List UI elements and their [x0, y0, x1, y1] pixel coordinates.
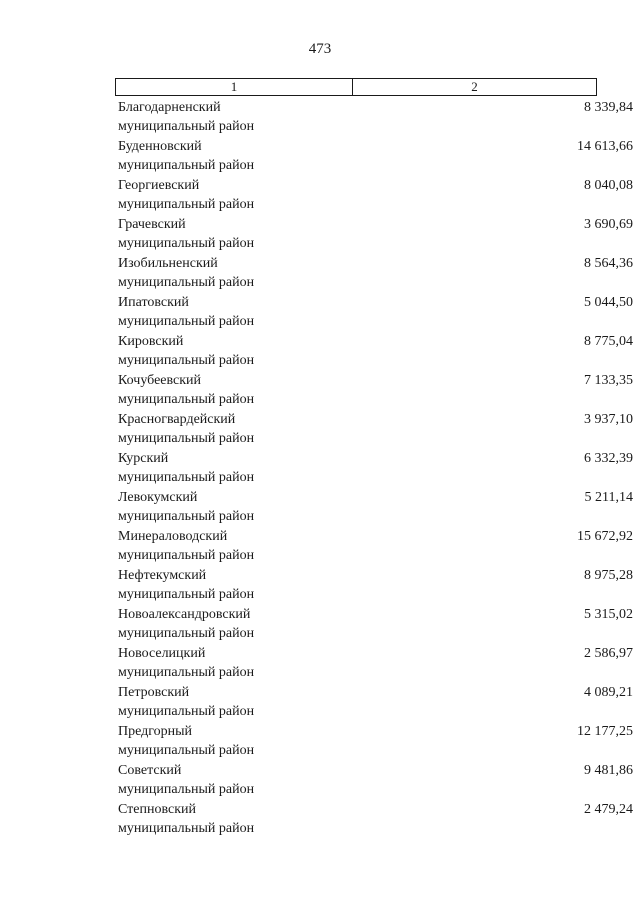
table-row — [118, 371, 633, 410]
district-name-cell — [118, 98, 358, 136]
amount-value: 7 133,35 — [584, 373, 633, 388]
district-type: муниципальный район — [118, 236, 255, 251]
column-header-2: 2 — [471, 79, 478, 94]
amount-value: 8 040,08 — [584, 178, 633, 193]
district-name: Благодарненский — [118, 100, 221, 115]
table-row — [118, 332, 633, 371]
district-name-cell — [118, 800, 358, 838]
table-header — [115, 78, 597, 96]
amount-value: 6 332,39 — [584, 451, 633, 466]
amount-value: 5 211,14 — [584, 490, 633, 505]
district-name: Буденновский — [118, 139, 202, 154]
table-row — [118, 722, 633, 761]
amount-value: 4 089,21 — [584, 685, 633, 700]
district-type: муниципальный район — [118, 431, 255, 446]
district-type: муниципальный район — [118, 665, 255, 680]
amount-value: 8 339,84 — [584, 100, 633, 115]
column-header-1: 1 — [116, 79, 353, 95]
district-type: муниципальный район — [118, 275, 255, 290]
table-row — [118, 176, 633, 215]
district-name-cell — [118, 644, 358, 682]
district-name: Ипатовский — [118, 295, 189, 310]
amount-value: 8 564,36 — [584, 256, 633, 271]
district-name: Кировский — [118, 334, 184, 349]
district-name-cell — [118, 176, 358, 214]
page-number: 473 — [308, 41, 332, 57]
district-type: муниципальный район — [118, 470, 255, 485]
table-row — [118, 605, 633, 644]
table-row — [118, 761, 633, 800]
district-name: Левокумский — [118, 490, 198, 505]
table-row — [118, 683, 633, 722]
district-name-cell — [118, 410, 358, 448]
district-type: муниципальный район — [118, 743, 255, 758]
district-name-cell — [118, 254, 358, 292]
table-row — [118, 137, 633, 176]
district-name: Георгиевский — [118, 178, 200, 193]
district-name: Изобильненский — [118, 256, 218, 271]
amount-value: 5 315,02 — [584, 607, 633, 622]
district-name: Нефтекумский — [118, 568, 207, 583]
district-name-cell — [118, 371, 358, 409]
table-row — [118, 488, 633, 527]
amount-value: 8 975,28 — [584, 568, 633, 583]
district-name-cell — [118, 449, 358, 487]
district-name-cell — [118, 683, 358, 721]
table-row — [118, 449, 633, 488]
table-row — [118, 566, 633, 605]
district-type: муниципальный район — [118, 314, 255, 329]
district-name-cell — [118, 527, 358, 565]
table-body — [118, 98, 633, 839]
table-row — [118, 644, 633, 683]
district-name-cell — [118, 566, 358, 604]
amount-value: 9 481,86 — [584, 763, 633, 778]
district-type: муниципальный район — [118, 509, 255, 524]
district-name: Новоалександровский — [118, 607, 251, 622]
district-name: Новоселицкий — [118, 646, 206, 661]
table-row — [118, 215, 633, 254]
amount-value: 12 177,25 — [577, 724, 633, 739]
district-type: муниципальный район — [118, 392, 255, 407]
district-type: муниципальный район — [118, 626, 255, 641]
district-name-cell — [118, 332, 358, 370]
district-name: Предгорный — [118, 724, 193, 739]
amount-value: 2 586,97 — [584, 646, 633, 661]
district-name-cell — [118, 605, 358, 643]
amount-value: 8 775,04 — [584, 334, 633, 349]
district-type: муниципальный район — [118, 548, 255, 563]
district-name-cell — [118, 488, 358, 526]
table-row — [118, 254, 633, 293]
district-name: Красногвардейский — [118, 412, 236, 427]
district-name-cell — [118, 293, 358, 331]
district-name: Степновский — [118, 802, 196, 817]
table-row — [118, 293, 633, 332]
table-row — [118, 800, 633, 839]
district-type: муниципальный район — [118, 821, 255, 836]
district-type: муниципальный район — [118, 704, 255, 719]
district-type: муниципальный район — [118, 782, 255, 797]
district-type: муниципальный район — [118, 158, 255, 173]
amount-value: 15 672,92 — [577, 529, 633, 544]
district-name: Кочубеевский — [118, 373, 202, 388]
district-name: Грачевский — [118, 217, 186, 232]
district-name-cell — [118, 215, 358, 253]
district-type: муниципальный район — [118, 353, 255, 368]
amount-value: 3 937,10 — [584, 412, 633, 427]
table-row — [118, 410, 633, 449]
district-type: муниципальный район — [118, 587, 255, 602]
district-name: Курский — [118, 451, 169, 466]
amount-value: 5 044,50 — [584, 295, 633, 310]
amount-value: 2 479,24 — [584, 802, 633, 817]
district-name: Советский — [118, 763, 182, 778]
district-name-cell — [118, 761, 358, 799]
district-name: Минераловодский — [118, 529, 228, 544]
district-name-cell — [118, 722, 358, 760]
table-row — [118, 98, 633, 137]
amount-value: 3 690,69 — [584, 217, 633, 232]
table-row — [118, 527, 633, 566]
district-type: муниципальный район — [118, 119, 255, 134]
district-name-cell — [118, 137, 358, 175]
district-name: Петровский — [118, 685, 190, 700]
district-type: муниципальный район — [118, 197, 255, 212]
amount-value: 14 613,66 — [577, 139, 633, 154]
